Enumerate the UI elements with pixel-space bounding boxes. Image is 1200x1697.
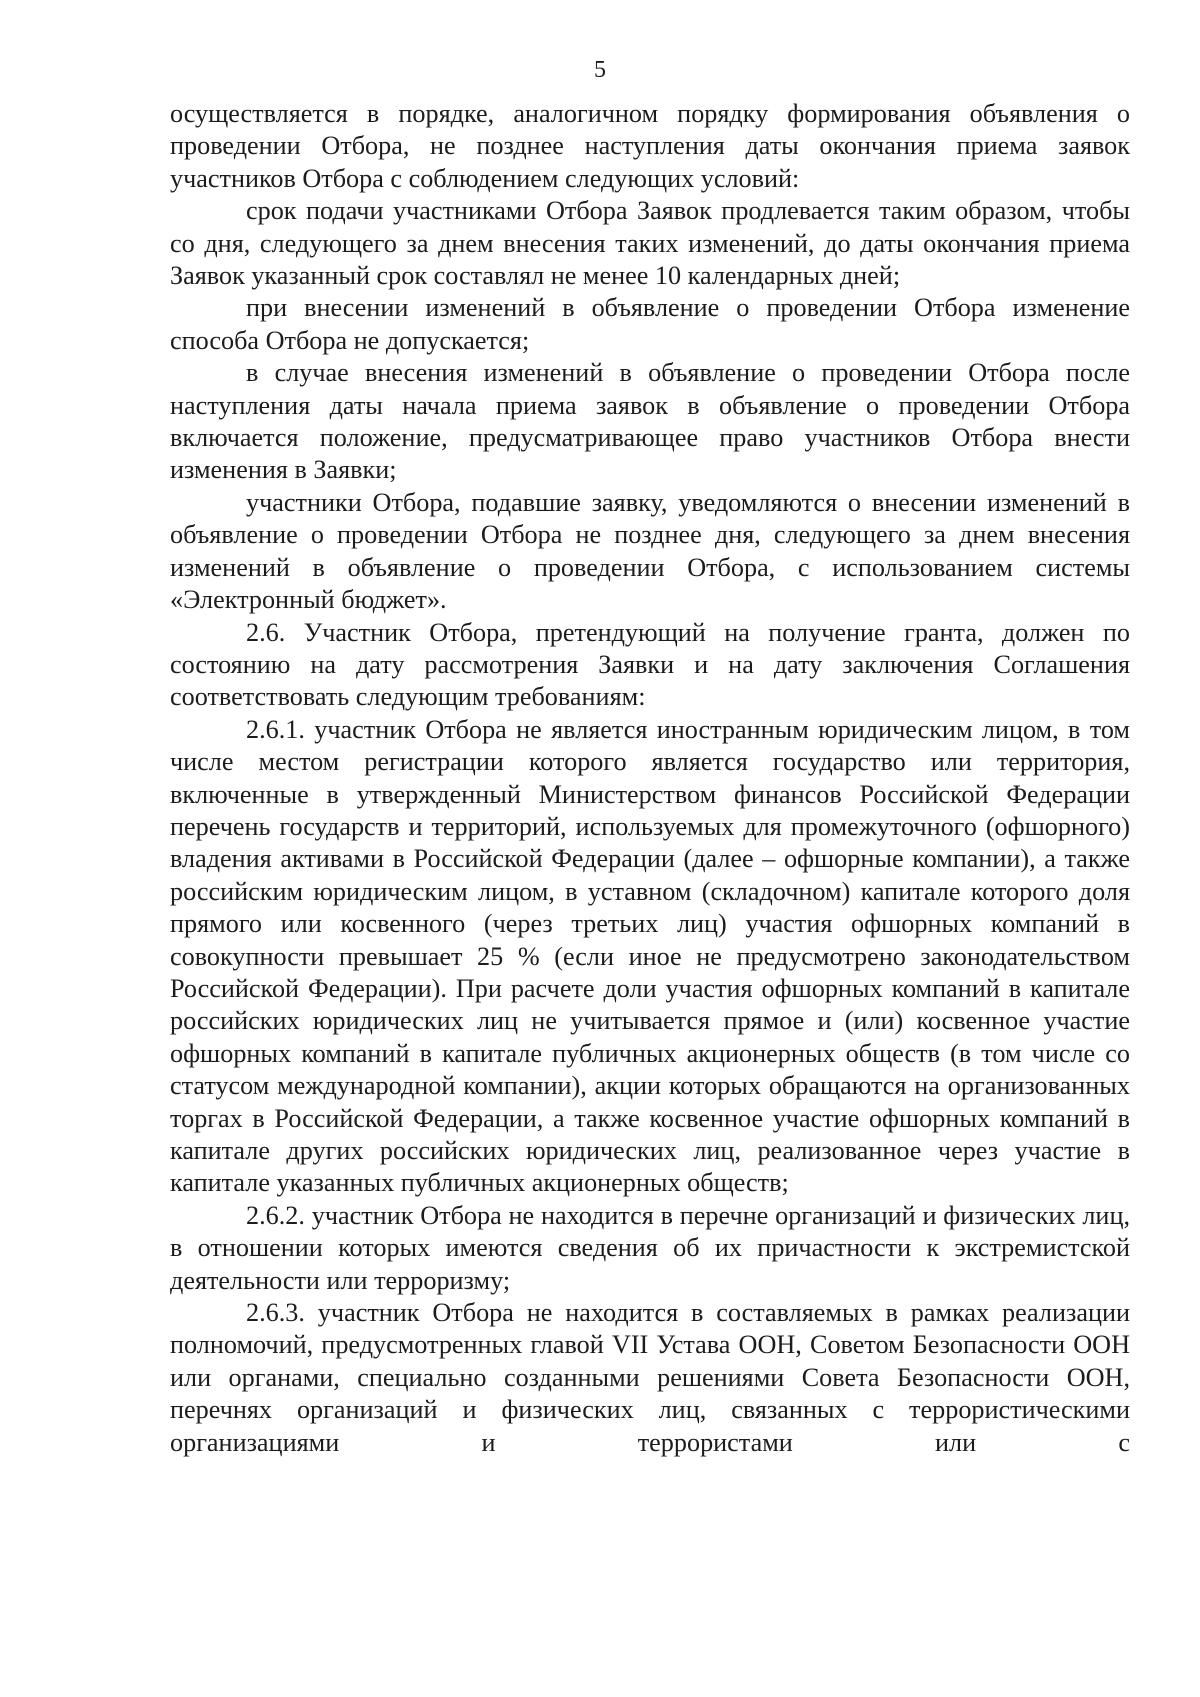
- paragraph-section-2-6-2: 2.6.2. участник Отбора не находится в перечне организаций и физических лиц, в отношении которых имеются сведения об их причастности к экстремистской деятельности или терроризму;: [170, 1200, 1130, 1295]
- paragraph-section-2-6-1: 2.6.1. участник Отбора не является иностранным юридическим лицом, в том числе местом регистрации которого является государство или территория, включенные в утвержденный Министерством финансов Российской Федерации перечень государств и территорий, используемых для промежуточного (офшорного) владения активами в Российской Федерации (далее – офшорные компании), а также российским юридическим лицом, в уставном (складочном) капитале которого доля прямого или косвенного (через третьих лиц) участия офшорных компаний в совокупности превышает 25 % (если иное не предусмотрено законодательством Российской Федерации). При расчете доли участия офшорных компаний в капитале российских юридических лиц не учитывается прямое и (или) косвенное участие офшорных компаний в капитале публичных акционерных обществ (в том числе со статусом международной компании), акции которых обращаются на организованных торгах в Российской Федерации, а также косвенное участие офшорных компаний в капитале других российских юридических лиц, реализованное через участие в капитале указанных публичных акционерных обществ;: [170, 714, 1130, 1198]
- paragraph-participant-notification: участники Отбора, подавшие заявку, уведомляются о внесении изменений в объявление о проведении Отбора не позднее дня, следующего за днем внесения изменений в объявление о проведении Отбора, с использованием системы «Электронный бюджет».: [170, 487, 1130, 615]
- paragraph-continuation: осуществляется в порядке, аналогичном порядку формирования объявления о проведении Отбора, не позднее наступления даты окончания приема заявок участников Отбора с соблюдением следующих условий:: [170, 99, 1130, 193]
- document-body: [170, 98, 1130, 1459]
- paragraph-section-2-6: 2.6. Участник Отбора, претендующий на получение гранта, должен по состоянию на дату рассмотрения Заявки и на дату заключения Соглашения соответствовать следующим требованиям:: [170, 617, 1130, 712]
- paragraph-amendment-right: в случае внесения изменений в объявление о проведении Отбора после наступления даты начала приема заявок в объявление о проведении Отбора включается положение, предусматривающее право участников Отбора внести изменения в Заявки;: [170, 358, 1130, 485]
- paragraph-method-change: при внесении изменений в объявление о проведении Отбора изменение способа Отбора не допускается;: [170, 293, 1130, 355]
- page-number: 5: [594, 57, 606, 83]
- paragraph-section-2-6-3: 2.6.3. участник Отбора не находится в составляемых в рамках реализации полномочий, предусмотренных главой VII Устава ООН, Советом Безопасности ООН или органами, специально созданными решениями Совета Безопасности ООН, перечнях организаций и физических лиц, связанных с террористическими организациями и террористами или с: [170, 1298, 1130, 1457]
- paragraph-application-deadline: срок подачи участниками Отбора Заявок продлевается таким образом, чтобы со дня, следующего за днем внесения таких изменений, до даты окончания приема Заявок указанный срок составлял не менее 10 календарных дней;: [170, 196, 1130, 291]
